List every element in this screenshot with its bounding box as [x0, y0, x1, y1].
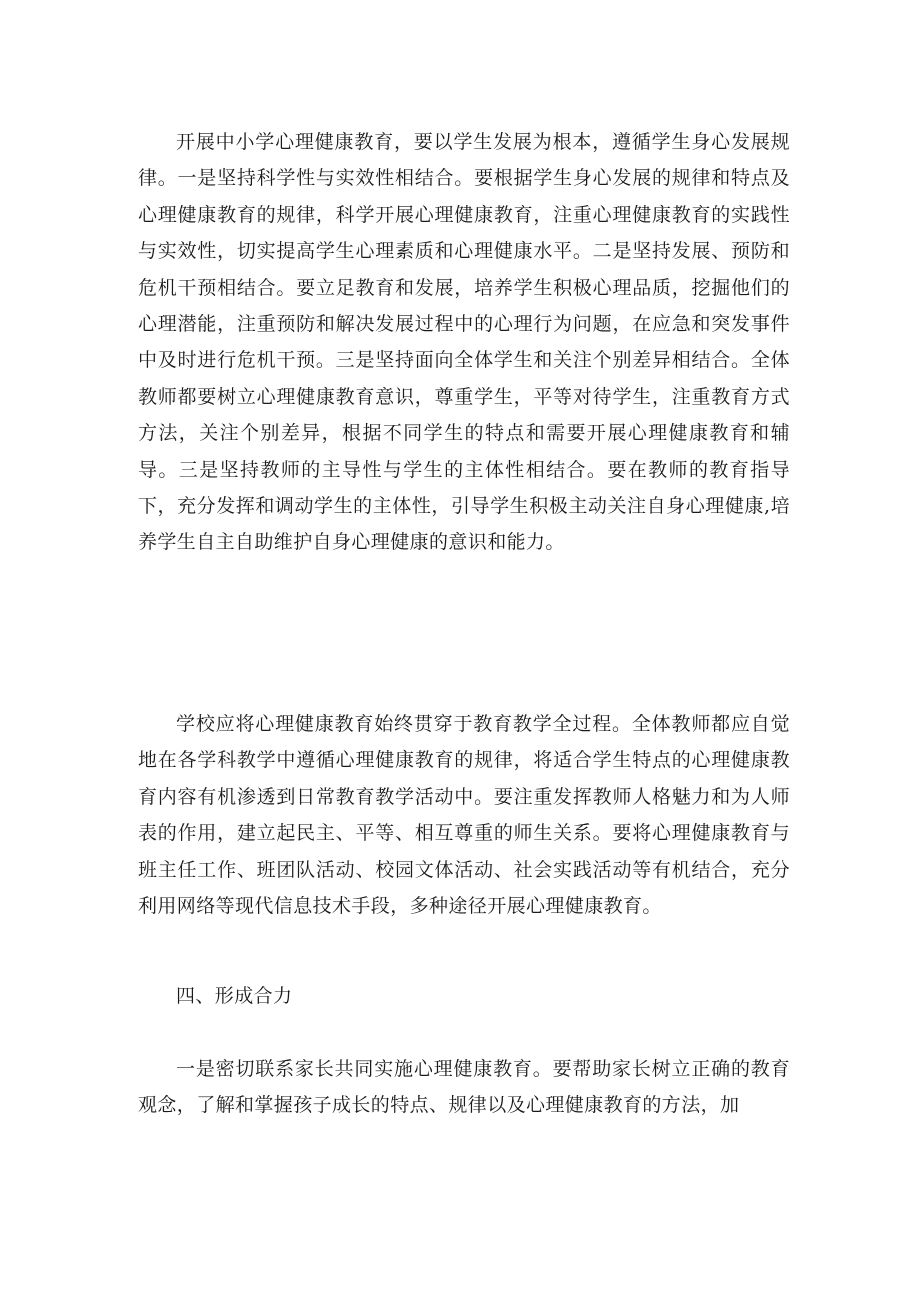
- section-heading: [138, 978, 790, 1014]
- paragraph-text: 学校应将心理健康教育始终贯穿于教育教学全过程。全体教师都应自觉地在各学科教学中遵循心理健康教育的规律，将适合学生特点的心理健康教育内容有机渗透到日常教育教学活动中。要注重发挥教师人格魅力和为人师表的作用，建立起民主、平等、相互尊重的师生关系。要将心理健康教育与班主任工作、班团队活动、校园文体活动、社会实践活动等有机结合，充分利用网络等现代信息技术手段，多种途径开展心理健康教育。: [138, 713, 790, 918]
- paragraph-text: 一是密切联系家长共同实施心理健康教育。要帮助家长树立正确的教育观念，了解和掌握孩子成长的特点、规律以及心理健康教育的方法，加: [138, 1058, 790, 1117]
- body-paragraph-teaching-integration: [138, 706, 790, 924]
- body-paragraph-principles: [138, 124, 790, 561]
- body-paragraph-family: [138, 1051, 790, 1124]
- paragraph-text: 开展中小学心理健康教育，要以学生发展为根本，遵循学生身心发展规律。一是坚持科学性与实效性相结合。要根据学生身心发展的规律和特点及心理健康教育的规律，科学开展心理健康教育，注重心理健康教育的实践性与实效性，切实提高学生心理素质和心理健康水平。二是坚持发展、预防和危机干预相结合。要立足教育和发展，培养学生积极心理品质，挖掘他们的心理潜能，注重预防和解决发展过程中的心理行为问题，在应急和突发事件中及时进行危机干预。三是坚持面向全体学生和关注个别差异相结合。全体教师都要树立心理健康教育意识，尊重学生，平等对待学生，注重教育方式方法，关注个别差异，根据不同学生的特点和需要开展心理健康教育和辅导。三是坚持教师的主导性与学生的主体性相结合。要在教师的教育指导下，充分发挥和调动学生的主体性，引导学生积极主动关注自身心理健康,培养学生自主自助维护自身心理健康的意识和能力。: [138, 131, 790, 554]
- section-heading-text: 四、形成合力: [176, 985, 293, 1007]
